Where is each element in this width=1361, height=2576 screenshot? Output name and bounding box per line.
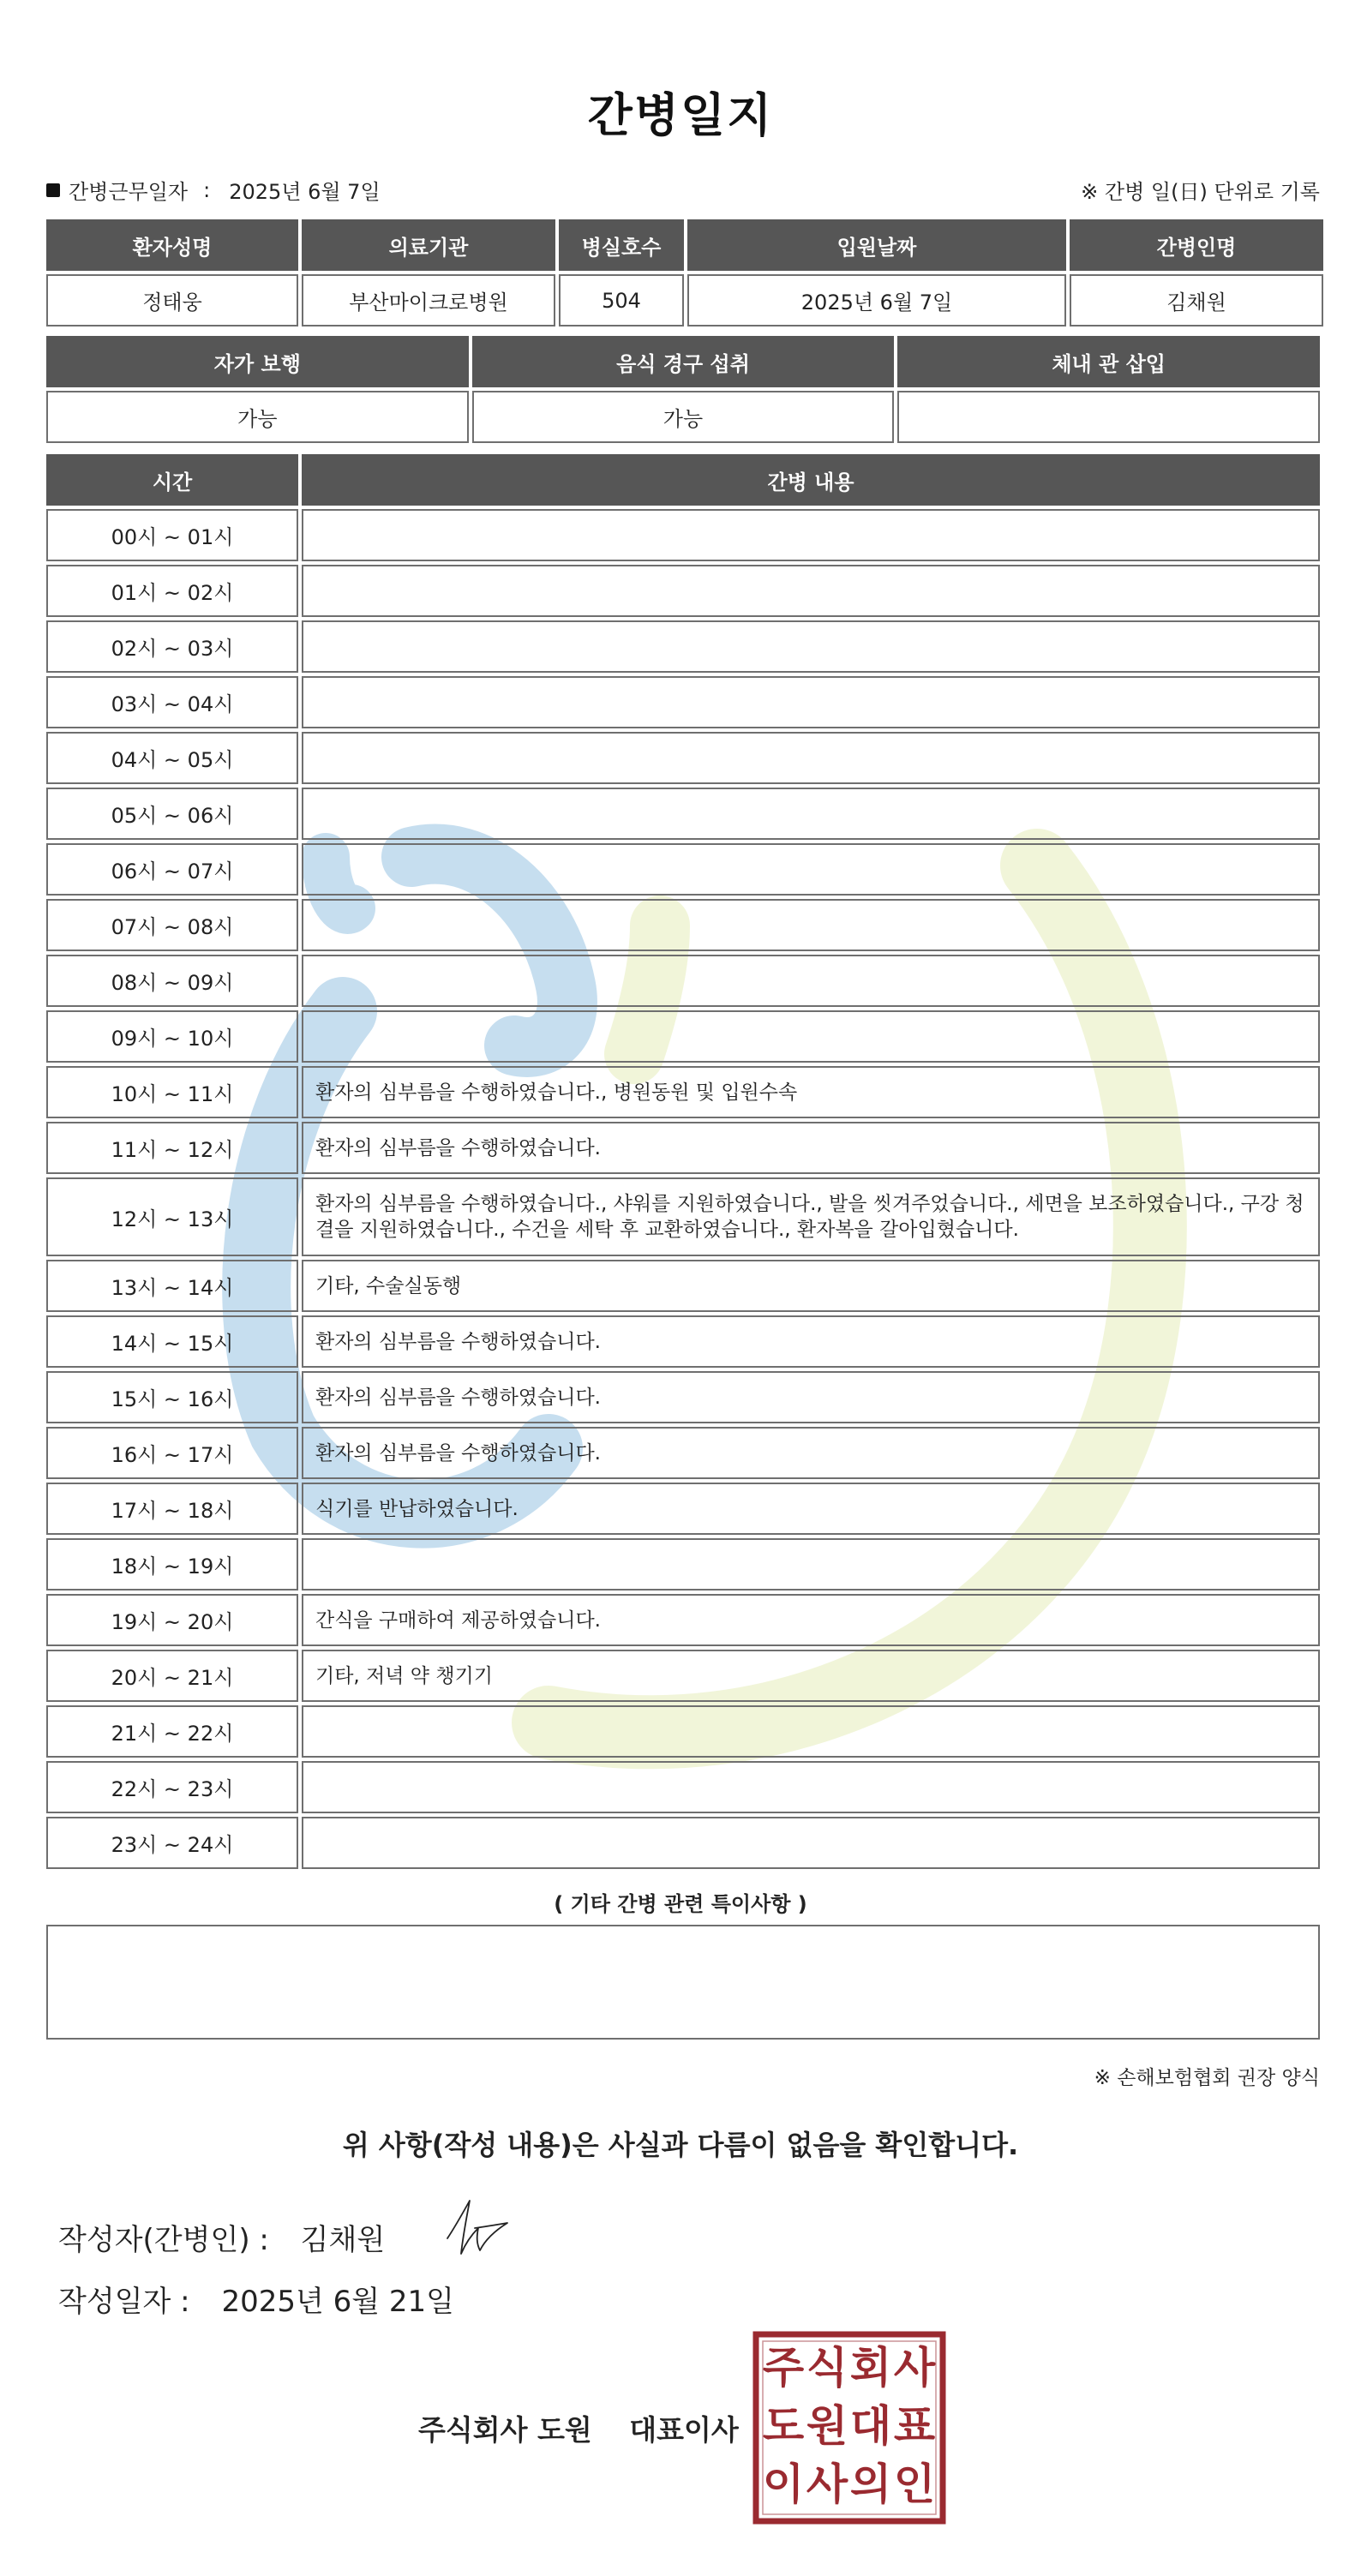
table-row xyxy=(46,1260,1320,1312)
care-content-cell: 식기를 반납하였습니다. xyxy=(302,1483,1320,1535)
table-row xyxy=(46,1315,1320,1368)
table-row xyxy=(46,1650,1320,1702)
time-slot-cell: 16시 ~ 17시 xyxy=(46,1427,298,1479)
time-slot-cell: 14시 ~ 15시 xyxy=(46,1315,298,1368)
care-content-cell: 기타, 수술실동행 xyxy=(302,1260,1320,1312)
table-row xyxy=(46,843,1320,896)
care-content-cell xyxy=(302,899,1320,951)
care-content-cell xyxy=(302,565,1320,617)
daily-record-note: ※ 간병 일(日) 단위로 기록 xyxy=(1081,180,1320,204)
log-body xyxy=(46,509,1320,1869)
time-slot-cell: 23시 ~ 24시 xyxy=(46,1817,298,1869)
confirmation-statement: 위 사항(작성 내용)은 사실과 다름이 없음을 확인합니다. xyxy=(342,2129,1019,2161)
table-row xyxy=(46,1122,1320,1174)
patient-value-row xyxy=(46,274,1323,326)
walking-value: 가능 xyxy=(46,391,469,443)
written-date-value: 2025년 6월 21일 xyxy=(221,2285,455,2319)
care-content-cell: 간식을 구매하여 제공하였습니다. xyxy=(302,1594,1320,1646)
table-row xyxy=(46,1010,1320,1063)
time-slot-cell: 08시 ~ 09시 xyxy=(46,955,298,1007)
time-slot-cell: 18시 ~ 19시 xyxy=(46,1538,298,1591)
care-content-cell: 환자의 심부름을 수행하였습니다. xyxy=(302,1315,1320,1368)
writer-label: 작성자(간병인) : xyxy=(58,2223,269,2257)
care-content-header: 간병 내용 xyxy=(302,454,1320,506)
care-content-cell xyxy=(302,1761,1320,1813)
log-header-row xyxy=(46,454,1320,506)
time-slot-cell: 19시 ~ 20시 xyxy=(46,1594,298,1646)
caregiver-name-value: 김채원 xyxy=(1070,274,1323,326)
patient-name-header: 환자성명 xyxy=(46,219,298,271)
time-slot-cell: 04시 ~ 05시 xyxy=(46,732,298,784)
time-slot-cell: 12시 ~ 13시 xyxy=(46,1177,298,1256)
table-row xyxy=(46,565,1320,617)
table-row xyxy=(46,1594,1320,1646)
time-header: 시간 xyxy=(46,454,298,506)
svg-text:도: 도 xyxy=(762,2401,805,2451)
written-date-line xyxy=(58,2278,454,2320)
work-date-value: 2025년 6월 7일 xyxy=(229,180,381,204)
company-line xyxy=(418,2408,739,2448)
care-content-cell: 환자의 심부름을 수행하였습니다., 병원동원 및 입원수속 xyxy=(302,1066,1320,1118)
recommended-form-note: ※ 손해보험협회 권장 양식 xyxy=(1094,2067,1320,2089)
oral-intake-header: 음식 경구 섭취 xyxy=(472,336,895,387)
time-slot-cell: 11시 ~ 12시 xyxy=(46,1122,298,1174)
hospital-value: 부산마이크로병원 xyxy=(302,274,555,326)
bullet-square-icon xyxy=(46,183,60,197)
care-content-cell: 환자의 심부름을 수행하였습니다. xyxy=(302,1427,1320,1479)
care-content-cell xyxy=(302,1817,1320,1869)
time-slot-cell: 02시 ~ 03시 xyxy=(46,620,298,673)
tube-insertion-header: 체내 관 삽입 xyxy=(897,336,1320,387)
table-row xyxy=(46,509,1320,561)
table-row xyxy=(46,676,1320,728)
work-date-separator: : xyxy=(203,177,211,202)
time-slot-cell: 13시 ~ 14시 xyxy=(46,1260,298,1312)
svg-text:원: 원 xyxy=(806,2401,848,2451)
tube-insertion-value xyxy=(897,391,1320,443)
writer-name: 김채원 xyxy=(300,2223,386,2257)
care-content-cell: 환자의 심부름을 수행하였습니다., 샤워를 지원하였습니다., 발을 씻겨주었습니다., 세면을 보조하였습니다., 구강 청결을 지원하였습니다., 수건을 세탁 후 교환하였습니다., 환자복을 갈아입혔습니다. xyxy=(302,1177,1320,1256)
svg-text:대: 대 xyxy=(849,2401,892,2451)
time-slot-cell: 10시 ~ 11시 xyxy=(46,1066,298,1118)
time-slot-cell: 03시 ~ 04시 xyxy=(46,676,298,728)
svg-text:이: 이 xyxy=(762,2459,805,2509)
svg-text:사: 사 xyxy=(806,2459,848,2509)
patient-name-value: 정태웅 xyxy=(46,274,298,326)
care-content-cell xyxy=(302,1010,1320,1063)
care-content-cell: 환자의 심부름을 수행하였습니다. xyxy=(302,1122,1320,1174)
table-row xyxy=(46,1705,1320,1758)
table-row xyxy=(46,1177,1320,1256)
oral-intake-value: 가능 xyxy=(472,391,895,443)
time-slot-cell: 21시 ~ 22시 xyxy=(46,1705,298,1758)
table-row xyxy=(46,899,1320,951)
time-slot-cell: 09시 ~ 10시 xyxy=(46,1010,298,1063)
table-row xyxy=(46,1483,1320,1535)
work-date-label: 간병근무일자 xyxy=(69,180,189,204)
time-slot-cell: 20시 ~ 21시 xyxy=(46,1650,298,1702)
table-row xyxy=(46,1371,1320,1423)
care-log-table xyxy=(43,451,1323,1872)
time-slot-cell: 15시 ~ 16시 xyxy=(46,1371,298,1423)
table-row xyxy=(46,1817,1320,1869)
care-content-cell xyxy=(302,732,1320,784)
table-row xyxy=(46,732,1320,784)
care-content-cell xyxy=(302,843,1320,896)
time-slot-cell: 00시 ~ 01시 xyxy=(46,509,298,561)
table-row xyxy=(46,1538,1320,1591)
status-value-row xyxy=(46,391,1320,443)
time-slot-cell: 01시 ~ 02시 xyxy=(46,565,298,617)
work-date-group xyxy=(46,175,381,205)
page-title: 간병일지 xyxy=(587,88,774,142)
notes-title: ( 기타 간병 관련 특이사항 ) xyxy=(554,1892,807,1916)
care-content-cell xyxy=(302,1538,1320,1591)
table-row xyxy=(46,620,1320,673)
time-slot-cell: 22시 ~ 23시 xyxy=(46,1761,298,1813)
caregiver-name-header: 간병인명 xyxy=(1070,219,1323,271)
table-row xyxy=(46,1761,1320,1813)
time-slot-cell: 07시 ~ 08시 xyxy=(46,899,298,951)
table-row xyxy=(46,1427,1320,1479)
company-seal-stamp xyxy=(752,2331,946,2525)
care-content-cell xyxy=(302,955,1320,1007)
care-content-cell xyxy=(302,1705,1320,1758)
meta-row xyxy=(46,175,1320,206)
svg-text:인: 인 xyxy=(893,2459,936,2509)
status-header-row xyxy=(46,336,1320,387)
time-slot-cell: 17시 ~ 18시 xyxy=(46,1483,298,1535)
table-row xyxy=(46,788,1320,840)
patient-info-table xyxy=(43,216,1327,330)
care-content-cell: 환자의 심부름을 수행하였습니다. xyxy=(302,1371,1320,1423)
svg-text:주: 주 xyxy=(762,2343,805,2393)
care-content-cell xyxy=(302,676,1320,728)
care-content-cell xyxy=(302,788,1320,840)
svg-text:식: 식 xyxy=(806,2343,848,2393)
company-role: 대표이사 xyxy=(629,2413,739,2447)
care-content-cell xyxy=(302,620,1320,673)
patient-status-table xyxy=(43,332,1323,446)
patient-header-row xyxy=(46,219,1323,271)
svg-text:의: 의 xyxy=(849,2459,892,2509)
svg-text:회: 회 xyxy=(849,2343,892,2393)
care-content-cell: 기타, 저녁 약 챙기기 xyxy=(302,1650,1320,1702)
hospital-header: 의료기관 xyxy=(302,219,555,271)
admission-date-value: 2025년 6월 7일 xyxy=(687,274,1066,326)
table-row xyxy=(46,955,1320,1007)
writer-line xyxy=(58,2216,385,2258)
table-row xyxy=(46,1066,1320,1118)
time-slot-cell: 06시 ~ 07시 xyxy=(46,843,298,896)
signature-icon xyxy=(429,2194,514,2262)
room-header: 병실호수 xyxy=(559,219,684,271)
time-slot-cell: 05시 ~ 06시 xyxy=(46,788,298,840)
svg-text:표: 표 xyxy=(893,2401,936,2451)
walking-header: 자가 보행 xyxy=(46,336,469,387)
care-content-cell xyxy=(302,509,1320,561)
company-name: 주식회사 도원 xyxy=(418,2413,592,2447)
room-value: 504 xyxy=(559,274,684,326)
written-date-label: 작성일자 : xyxy=(58,2285,190,2319)
svg-text:사: 사 xyxy=(893,2343,936,2393)
admission-date-header: 입원날짜 xyxy=(687,219,1066,271)
special-notes-box xyxy=(46,1925,1320,2040)
